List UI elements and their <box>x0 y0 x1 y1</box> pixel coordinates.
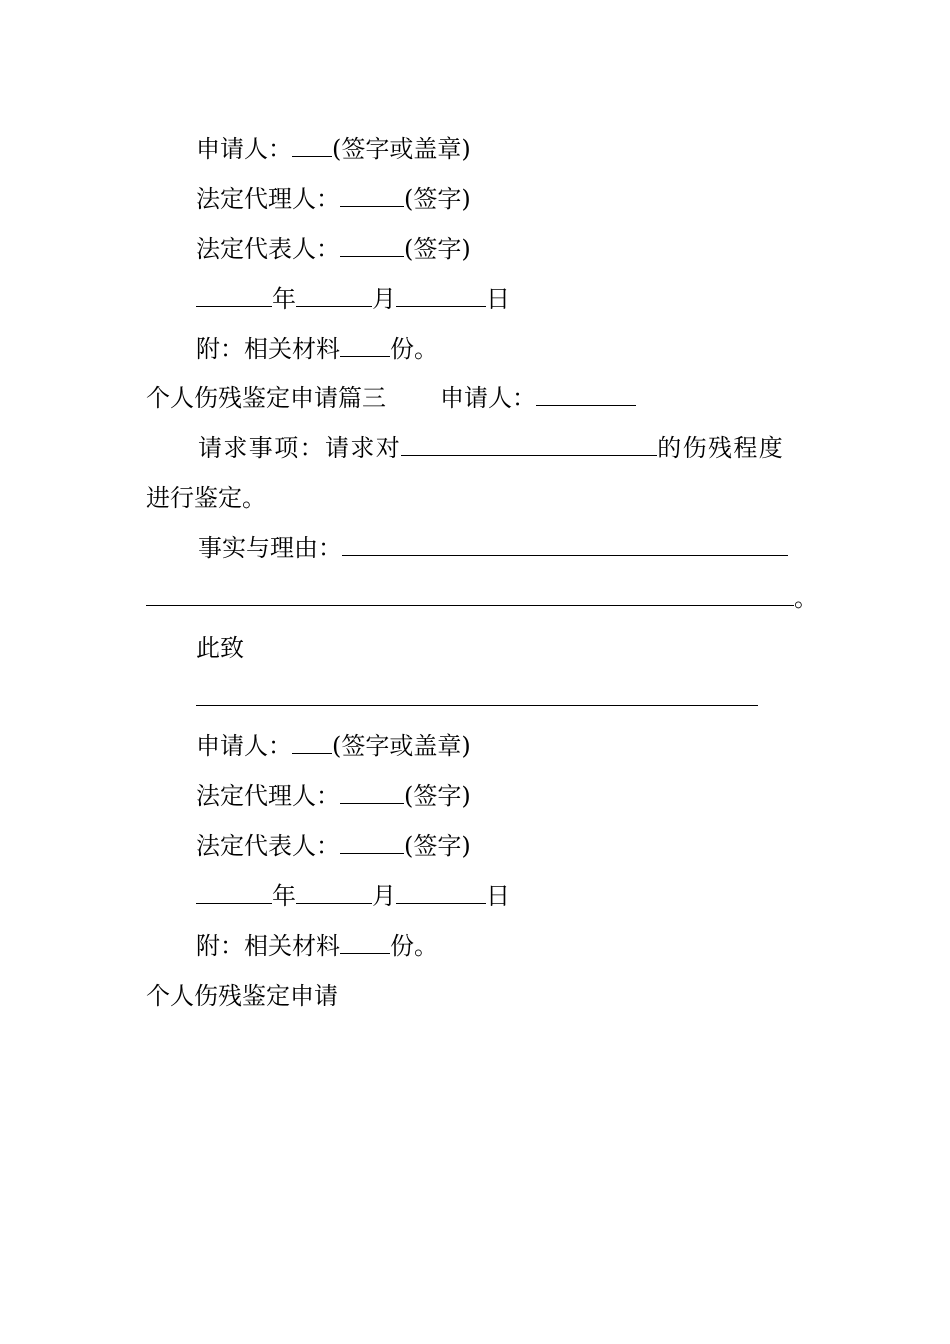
attachment-line <box>196 333 438 365</box>
request-line <box>198 432 784 464</box>
attachment-label: 附：相关材料 <box>196 335 340 363</box>
final-heading: 个人伤残鉴定申请 <box>146 982 338 1010</box>
legal-representative-blank[interactable] <box>340 831 404 854</box>
facts-blank[interactable] <box>342 533 788 556</box>
request-continuation: 进行鉴定。 <box>146 484 266 512</box>
attachment-line <box>196 930 438 962</box>
applicant-suffix: (签字或盖章) <box>332 732 471 760</box>
applicant-label: 申请人： <box>196 135 292 163</box>
section-applicant-blank[interactable] <box>536 383 636 406</box>
salutation: 此致 <box>196 634 244 662</box>
year-blank[interactable] <box>196 881 272 904</box>
legal-agent-line <box>196 780 471 812</box>
legal-agent-blank[interactable] <box>340 781 404 804</box>
date-line <box>196 880 510 912</box>
request-label: 请求事项：请求对 <box>198 434 402 462</box>
month-label: 月 <box>372 285 396 313</box>
facts-label: 事实与理由： <box>198 534 342 562</box>
year-label: 年 <box>272 285 296 313</box>
legal-agent-suffix: (签字) <box>404 782 471 810</box>
year-blank[interactable] <box>196 284 272 307</box>
section-heading: 个人伤残鉴定申请篇三 <box>146 384 386 412</box>
day-blank[interactable] <box>396 284 486 307</box>
attachment-count-blank[interactable] <box>340 931 390 954</box>
month-label: 月 <box>372 882 396 910</box>
day-label: 日 <box>486 285 510 313</box>
attachment-suffix: 份。 <box>390 932 438 960</box>
applicant-label: 申请人： <box>196 732 292 760</box>
facts-continuation-line <box>146 582 818 614</box>
attachment-count-blank[interactable] <box>340 334 390 357</box>
facts-end: 。 <box>794 584 818 612</box>
legal-representative-label: 法定代表人： <box>196 235 340 263</box>
legal-representative-label: 法定代表人： <box>196 832 340 860</box>
request-suffix: 的伤残程度 <box>657 434 785 462</box>
attachment-label: 附：相关材料 <box>196 932 340 960</box>
legal-agent-blank[interactable] <box>340 184 404 207</box>
legal-agent-label: 法定代理人： <box>196 782 340 810</box>
request-subject-blank[interactable] <box>401 433 657 456</box>
attachment-suffix: 份。 <box>390 335 438 363</box>
applicant-blank[interactable] <box>292 134 332 157</box>
legal-agent-label: 法定代理人： <box>196 185 340 213</box>
year-label: 年 <box>272 882 296 910</box>
legal-representative-suffix: (签字) <box>404 235 471 263</box>
applicant-line <box>196 133 471 165</box>
recipient-line <box>196 682 758 714</box>
month-blank[interactable] <box>296 881 372 904</box>
legal-representative-blank[interactable] <box>340 234 404 257</box>
legal-representative-line <box>196 233 471 265</box>
legal-representative-suffix: (签字) <box>404 832 471 860</box>
applicant-line <box>196 730 471 762</box>
legal-representative-line <box>196 830 471 862</box>
recipient-blank[interactable] <box>196 683 758 706</box>
legal-agent-suffix: (签字) <box>404 185 471 213</box>
applicant-blank[interactable] <box>292 731 332 754</box>
section-applicant-label: 申请人： <box>440 384 536 412</box>
legal-agent-line <box>196 183 471 215</box>
day-label: 日 <box>486 882 510 910</box>
date-line <box>196 283 510 315</box>
section-heading-line <box>146 382 636 414</box>
facts-line <box>198 532 788 564</box>
day-blank[interactable] <box>396 881 486 904</box>
applicant-suffix: (签字或盖章) <box>332 135 471 163</box>
facts-continuation-blank[interactable] <box>146 583 794 606</box>
month-blank[interactable] <box>296 284 372 307</box>
